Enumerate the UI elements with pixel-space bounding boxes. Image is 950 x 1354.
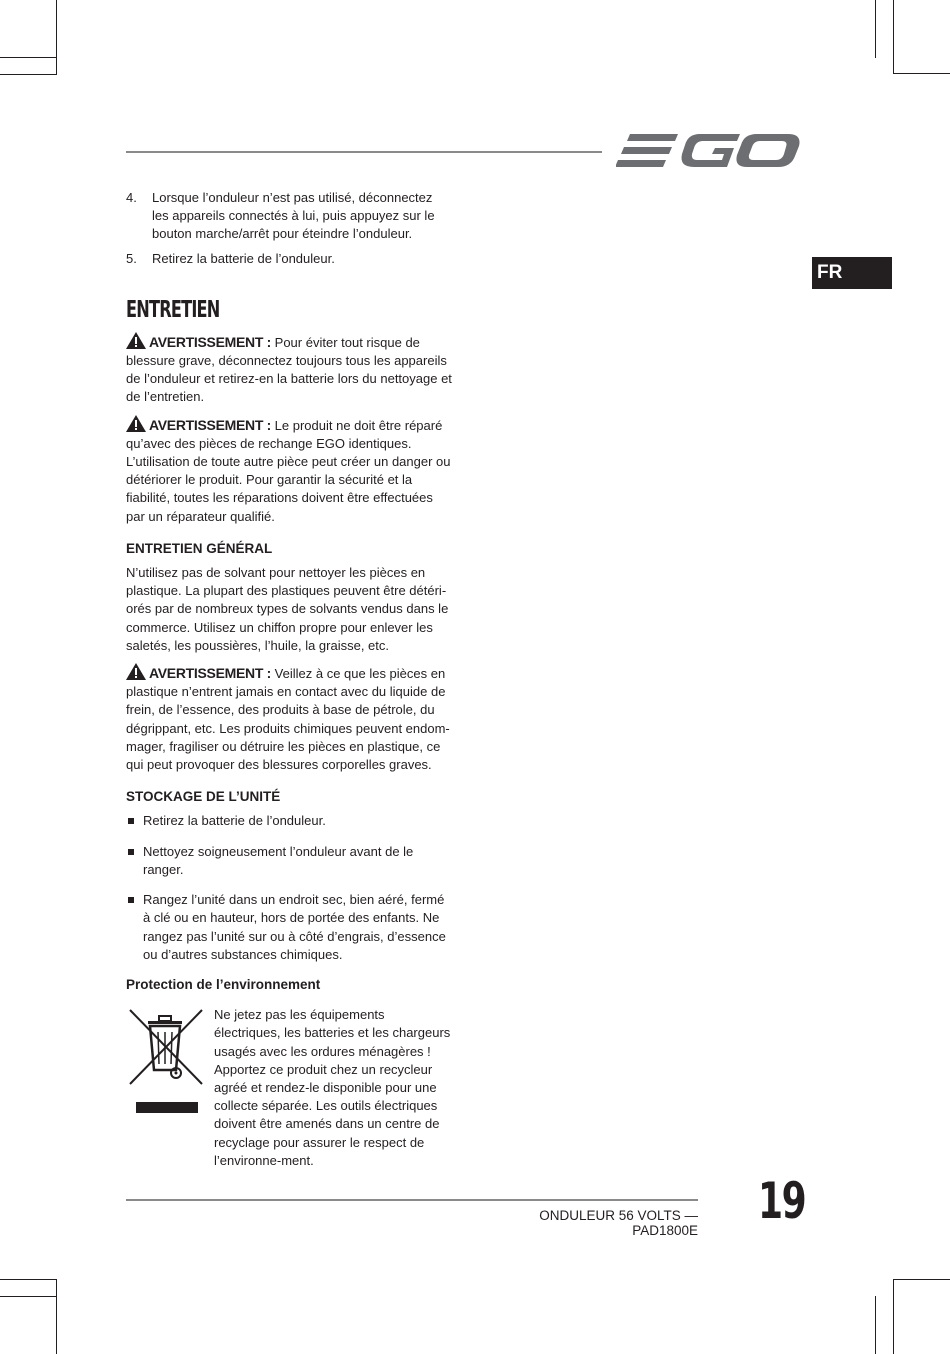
weee-crossed-bin-icon xyxy=(126,1006,214,1170)
crop-mark xyxy=(0,1279,57,1280)
crop-mark xyxy=(0,1296,57,1297)
warning-label: AVERTISSEMENT : xyxy=(149,416,272,433)
crop-mark xyxy=(56,1279,57,1354)
footer-rule xyxy=(126,1199,698,1201)
crop-mark xyxy=(893,1279,894,1354)
step-number: 5. xyxy=(126,250,137,266)
environment-text: Ne jetez pas les équipements électriques, les batteries et les chargeurs usagés avec les ordures ménagères ! Apportez ce produit chez un recycleur agréé et rendez-le disponible pour une collecte séparée. Les outils électriques doivent être amenés dans un centre de recyclage pour assurer le respect de l’environne-ment. xyxy=(214,1007,451,1168)
warning-triangle-icon xyxy=(126,415,146,432)
footer-title: ONDULEUR 56 VOLTS — PAD1800E xyxy=(539,1208,698,1238)
warning-paragraph xyxy=(126,332,452,407)
warning-text: Veillez à ce que les pièces en plastique n’entrent jamais en contact avec du liquide de frein, de l’essence, des produits à base de pétrole, du dégrippant, etc. Les produits chimiques peuvent endom-mager, fragiliser ou détruire les pièces en plastique, ce qui peut provoquer des blessures corporelles graves. xyxy=(126,666,450,773)
list-item xyxy=(126,812,452,830)
content-column xyxy=(126,189,452,1170)
subsection-title-general: ENTRETIEN GÉNÉRAL xyxy=(126,540,273,556)
general-maintenance-text: N’utilisez pas de solvant pour nettoyer les pièces en plastique. La plupart des plastiques peuvent être détéri-orés par de nombreux types de solvants vendus dans le commerce. Utilisez un chiffon propre pour enlever les saletés, les poussières, l’huile, la graisse, etc. xyxy=(126,565,449,653)
crop-mark xyxy=(56,0,57,74)
list-item-text: Retirez la batterie de l’onduleur. xyxy=(143,813,326,829)
list-item xyxy=(126,843,452,879)
warning-label: AVERTISSEMENT : xyxy=(149,665,272,682)
environment-block xyxy=(126,1006,452,1170)
crop-mark xyxy=(0,74,57,75)
page-number: 19 xyxy=(758,1172,806,1230)
step-item xyxy=(126,250,452,268)
warning-triangle-icon xyxy=(126,663,146,680)
crop-mark xyxy=(875,0,876,58)
crop-mark xyxy=(893,1279,950,1280)
header-rule xyxy=(126,151,602,153)
storage-list xyxy=(126,812,452,963)
ego-logo xyxy=(616,128,800,172)
crop-mark xyxy=(875,1296,876,1354)
warning-label: AVERTISSEMENT : xyxy=(149,333,272,350)
bullet-square-icon xyxy=(128,849,134,855)
crop-mark xyxy=(893,73,950,74)
step-text: Lorsque l’onduleur n’est pas utilisé, déconnectez les appareils connectés à lui, puis appuyez sur le bouton marche/arrêt pour éteindre l’onduleur. xyxy=(152,190,435,242)
step-number: 4. xyxy=(126,190,137,205)
warning-triangle-icon xyxy=(126,332,146,349)
bullet-square-icon xyxy=(128,818,134,824)
warning-text: Pour éviter tout risque de blessure grave, déconnectez toujours tous les appareils de l’onduleur et retirez-en la batterie lors du nettoyage et de l’entretien. xyxy=(126,334,452,405)
list-item-text: Rangez l’unité dans un endroit sec, bien aéré, fermé à clé ou en hauteur, hors de portée des enfants. Ne rangez pas l’unité sur ou à côté d’engrais, d’essence ou d’autres substances chimiques. xyxy=(143,892,446,962)
subsection-title-storage: STOCKAGE DE L’UNITÉ xyxy=(126,789,281,805)
warning-paragraph xyxy=(126,663,452,774)
subsection-title-environment: Protection de l’environnement xyxy=(126,976,321,992)
crop-mark xyxy=(0,57,57,58)
language-tab: FR xyxy=(812,257,892,289)
crop-mark xyxy=(893,0,894,74)
warning-text: Le produit ne doit être réparé qu’avec des pièces de rechange EGO identiques. L’utilisation de toute autre pièce peut créer un danger ou détériorer le produit. Pour garantir la sécurité et la fiabilité, toutes les réparations doivent être effectuées par un réparateur qualifié. xyxy=(126,417,451,524)
bullet-square-icon xyxy=(128,897,134,903)
step-item xyxy=(126,189,452,244)
ego-logo-mark xyxy=(616,128,800,172)
warning-paragraph xyxy=(126,415,452,526)
list-item-text: Nettoyez soigneusement l’onduleur avant de le ranger. xyxy=(143,843,414,877)
section-title-maintenance: ENTRETIEN xyxy=(126,296,220,323)
list-item xyxy=(126,891,452,964)
step-text: Retirez la batterie de l’onduleur. xyxy=(152,250,335,266)
